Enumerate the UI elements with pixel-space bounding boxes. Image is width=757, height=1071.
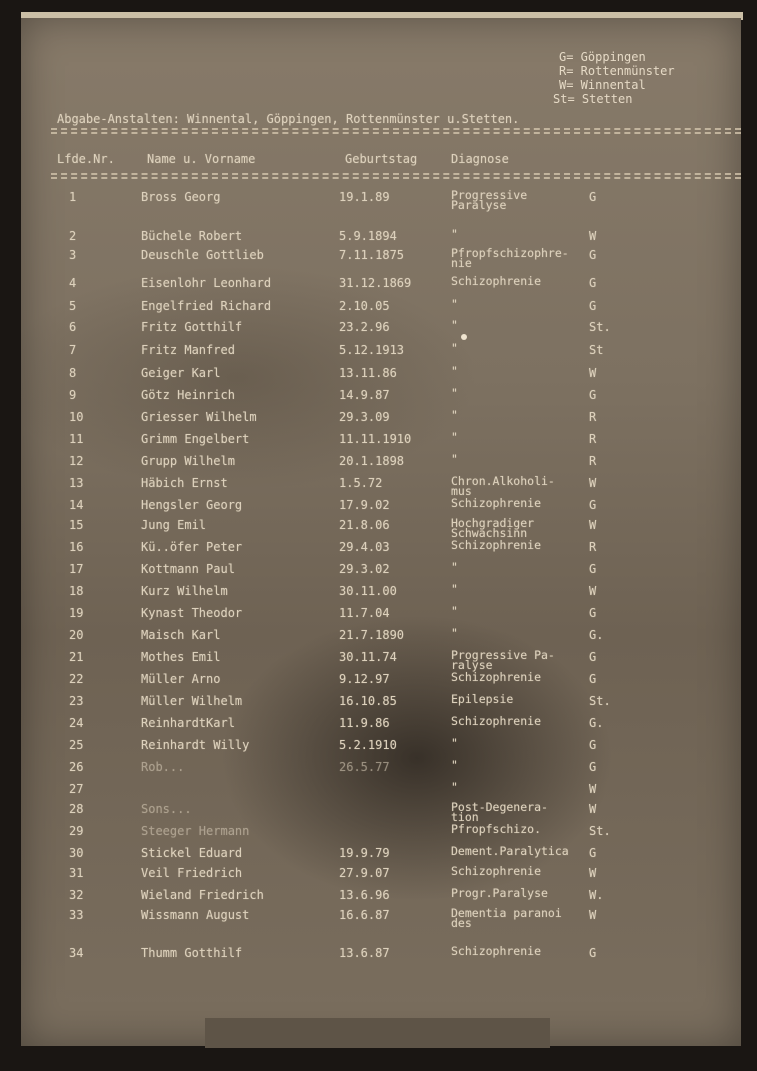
row-number: 13	[69, 476, 84, 490]
row-birthdate: 21.8.06	[339, 518, 390, 532]
row-institution: W	[589, 229, 597, 243]
row-number: 30	[69, 846, 84, 860]
table-row	[21, 562, 741, 578]
table-row	[21, 866, 741, 882]
table-row	[21, 846, 741, 862]
legend-stetten: St= Stetten	[553, 92, 633, 106]
row-diagnosis: "	[451, 386, 458, 400]
row-birthdate: 17.9.02	[339, 498, 390, 512]
row-institution: W	[589, 518, 597, 532]
row-birthdate: 11.11.1910	[339, 432, 412, 446]
row-institution: W	[589, 782, 597, 796]
row-institution: G	[589, 299, 597, 313]
row-number: 20	[69, 628, 84, 642]
row-birthdate: 29.3.09	[339, 410, 390, 424]
table-row	[21, 800, 741, 824]
row-name: Bross Georg	[141, 190, 221, 204]
row-diagnosis: Schizophrenie	[451, 944, 542, 958]
row-institution: G.	[589, 628, 604, 642]
row-name: Wissmann August	[141, 908, 250, 922]
row-birthdate: 20.1.1898	[339, 454, 405, 468]
row-institution: G	[589, 562, 597, 576]
col-header-name: Name u. Vorname	[147, 152, 256, 166]
document-page	[21, 18, 741, 1046]
row-birthdate: 13.11.86	[339, 366, 397, 380]
row-birthdate: 2.10.05	[339, 299, 390, 313]
row-institution: W.	[589, 888, 604, 902]
row-name: Rob...	[141, 760, 185, 774]
row-name: Steeger Hermann	[141, 824, 250, 838]
table-row	[21, 782, 741, 798]
row-number: 24	[69, 716, 84, 730]
col-header-date: Geburtstag	[345, 152, 418, 166]
row-institution: W	[589, 584, 597, 598]
divider	[51, 173, 741, 175]
row-diagnosis: "	[451, 452, 458, 466]
table-row	[21, 388, 741, 404]
row-number: 11	[69, 432, 84, 446]
table-row	[21, 343, 741, 359]
row-number: 25	[69, 738, 84, 752]
table-row	[21, 628, 741, 644]
row-diagnosis: Progr.Paralyse	[451, 886, 548, 900]
table-row	[21, 672, 741, 688]
row-name: Sons...	[141, 802, 192, 816]
row-institution: G	[589, 946, 597, 960]
ink-dot	[461, 334, 467, 340]
divider	[51, 177, 741, 179]
row-birthdate: 29.4.03	[339, 540, 390, 554]
row-diagnosis: Schizophrenie	[451, 538, 542, 552]
row-number: 26	[69, 760, 84, 774]
row-institution: St	[589, 343, 604, 357]
row-birthdate: 13.6.87	[339, 946, 390, 960]
col-header-diagnosis: Diagnose	[451, 152, 509, 166]
row-institution: G	[589, 846, 597, 860]
table-row	[21, 498, 741, 514]
row-name: Fritz Manfred	[141, 343, 235, 357]
row-number: 10	[69, 410, 84, 424]
row-birthdate: 27.9.07	[339, 866, 390, 880]
row-diagnosis: Pfropfschizo.	[451, 822, 542, 836]
table-row	[21, 540, 741, 556]
row-number: 28	[69, 802, 84, 816]
row-birthdate: 7.11.1875	[339, 248, 405, 262]
row-number: 4	[69, 276, 77, 290]
row-birthdate: 16.10.85	[339, 694, 397, 708]
row-diagnosis: Schizophrenie	[451, 274, 542, 288]
row-number: 27	[69, 782, 84, 796]
table-row	[21, 410, 741, 426]
row-diagnosis: Epilepsie	[451, 692, 514, 706]
row-name: Grupp Wilhelm	[141, 454, 235, 468]
header-line: Abgabe-Anstalten: Winnental, Göppingen, Rottenmünster u.Stetten.	[57, 112, 520, 126]
row-diagnosis: Schizophrenie	[451, 714, 542, 728]
table-row	[21, 299, 741, 315]
row-name: Mothes Emil	[141, 650, 221, 664]
row-name: Maisch Karl	[141, 628, 221, 642]
row-birthdate: 5.9.1894	[339, 229, 397, 243]
row-institution: W	[589, 366, 597, 380]
row-name: Reinhardt Willy	[141, 738, 250, 752]
row-number: 34	[69, 946, 84, 960]
row-birthdate: 14.9.87	[339, 388, 390, 402]
row-number: 12	[69, 454, 84, 468]
paper-bottom-strip	[205, 1018, 550, 1048]
col-header-nr: Lfde.Nr.	[57, 152, 115, 166]
row-birthdate: 5.12.1913	[339, 343, 405, 357]
row-name: Hengsler Georg	[141, 498, 243, 512]
row-diagnosis: Pfropfschizophre- nie	[451, 246, 569, 270]
table-row	[21, 246, 741, 270]
row-birthdate: 11.7.04	[339, 606, 390, 620]
table-row	[21, 606, 741, 622]
row-birthdate: 19.1.89	[339, 190, 390, 204]
legend-rottenmuenster: R= Rottenmünster	[559, 64, 675, 78]
table-row	[21, 276, 741, 292]
table-row	[21, 454, 741, 470]
row-diagnosis: Schizophrenie	[451, 864, 542, 878]
row-diagnosis: Progressive Paralyse	[451, 188, 528, 212]
row-diagnosis: "	[451, 341, 458, 355]
row-diagnosis: "	[451, 582, 458, 596]
table-row	[21, 906, 741, 930]
row-birthdate: 11.9.86	[339, 716, 390, 730]
row-institution: W	[589, 802, 597, 816]
table-row	[21, 716, 741, 732]
table-row	[21, 824, 741, 840]
table-row	[21, 229, 741, 245]
row-name: Götz Heinrich	[141, 388, 235, 402]
row-institution: W	[589, 866, 597, 880]
row-name: Büchele Robert	[141, 229, 243, 243]
row-diagnosis: Dement.Paralytica	[451, 844, 569, 858]
row-birthdate: 26.5.77	[339, 760, 390, 774]
row-number: 18	[69, 584, 84, 598]
row-birthdate: 19.9.79	[339, 846, 390, 860]
row-institution: R	[589, 540, 597, 554]
row-number: 7	[69, 343, 77, 357]
row-diagnosis: Hochgradiger Schwachsinn	[451, 516, 535, 540]
row-name: Müller Wilhelm	[141, 694, 243, 708]
row-institution: G	[589, 650, 597, 664]
row-institution: W	[589, 476, 597, 490]
row-number: 3	[69, 248, 77, 262]
row-birthdate: 29.3.02	[339, 562, 390, 576]
table-row	[21, 188, 741, 212]
row-number: 1	[69, 190, 77, 204]
row-institution: G	[589, 248, 597, 262]
row-name: Wieland Friedrich	[141, 888, 264, 902]
table-row	[21, 760, 741, 776]
table-row	[21, 516, 741, 540]
row-institution: R	[589, 454, 597, 468]
row-diagnosis: Progressive Pa- ralyse	[451, 648, 555, 672]
row-diagnosis: "	[451, 758, 458, 772]
row-birthdate: 13.6.96	[339, 888, 390, 902]
table-row	[21, 648, 741, 672]
row-diagnosis: "	[451, 560, 458, 574]
row-name: Stickel Eduard	[141, 846, 243, 860]
row-name: Griesser Wilhelm	[141, 410, 257, 424]
row-diagnosis: "	[451, 227, 458, 241]
row-birthdate: 1.5.72	[339, 476, 383, 490]
row-name: Jung Emil	[141, 518, 207, 532]
row-diagnosis: "	[451, 408, 458, 422]
row-number: 29	[69, 824, 84, 838]
row-birthdate: 5.2.1910	[339, 738, 397, 752]
row-name: Kurz Wilhelm	[141, 584, 228, 598]
row-number: 22	[69, 672, 84, 686]
row-diagnosis: "	[451, 297, 458, 311]
table-row	[21, 738, 741, 754]
legend-winnental: W= Winnental	[559, 78, 646, 92]
row-name: Veil Friedrich	[141, 866, 243, 880]
row-institution: W	[589, 908, 597, 922]
table-row	[21, 432, 741, 448]
row-diagnosis: "	[451, 736, 458, 750]
row-diagnosis: "	[451, 626, 458, 640]
table-row	[21, 946, 741, 962]
row-name: Deuschle Gottlieb	[141, 248, 264, 262]
row-number: 33	[69, 908, 84, 922]
row-name: ReinhardtKarl	[141, 716, 235, 730]
row-birthdate: 23.2.96	[339, 320, 390, 334]
row-institution: G	[589, 760, 597, 774]
row-diagnosis: "	[451, 430, 458, 444]
table-row	[21, 474, 741, 498]
row-number: 8	[69, 366, 77, 380]
row-name: Eisenlohr Leonhard	[141, 276, 272, 290]
row-institution: G	[589, 276, 597, 290]
row-name: Thumm Gotthilf	[141, 946, 243, 960]
row-name: Engelfried Richard	[141, 299, 272, 313]
row-number: 31	[69, 866, 84, 880]
row-diagnosis: Dementia paranoi des	[451, 906, 562, 930]
row-institution: G	[589, 190, 597, 204]
row-birthdate: 9.12.97	[339, 672, 390, 686]
divider	[51, 132, 741, 134]
row-name: Fritz Gotthilf	[141, 320, 243, 334]
row-number: 19	[69, 606, 84, 620]
row-birthdate: 30.11.74	[339, 650, 397, 664]
row-birthdate: 30.11.00	[339, 584, 397, 598]
row-diagnosis: "	[451, 604, 458, 618]
row-number: 32	[69, 888, 84, 902]
row-diagnosis: Schizophrenie	[451, 670, 542, 684]
divider	[51, 128, 741, 130]
row-birthdate: 31.12.1869	[339, 276, 412, 290]
row-institution: G.	[589, 716, 604, 730]
row-number: 23	[69, 694, 84, 708]
row-diagnosis: "	[451, 318, 458, 332]
row-institution: G	[589, 672, 597, 686]
row-diagnosis: "	[451, 780, 458, 794]
row-institution: St.	[589, 824, 611, 838]
table-row	[21, 584, 741, 600]
row-name: Geiger Karl	[141, 366, 221, 380]
row-number: 6	[69, 320, 77, 334]
row-number: 2	[69, 229, 77, 243]
row-diagnosis: Post-Degenera- tion	[451, 800, 548, 824]
row-diagnosis: Schizophrenie	[451, 496, 542, 510]
row-name: Kü..öfer Peter	[141, 540, 243, 554]
table-row	[21, 366, 741, 382]
row-number: 14	[69, 498, 84, 512]
row-institution: G	[589, 388, 597, 402]
row-institution: R	[589, 432, 597, 446]
row-number: 21	[69, 650, 84, 664]
row-name: Kottmann Paul	[141, 562, 235, 576]
row-diagnosis: "	[451, 364, 458, 378]
row-number: 15	[69, 518, 84, 532]
row-institution: G	[589, 738, 597, 752]
row-institution: G	[589, 498, 597, 512]
table-row	[21, 694, 741, 710]
row-diagnosis: Chron.Alkoholi- mus	[451, 474, 555, 498]
table-row	[21, 320, 741, 336]
row-name: Kynast Theodor	[141, 606, 243, 620]
row-name: Müller Arno	[141, 672, 221, 686]
row-name: Häbich Ernst	[141, 476, 228, 490]
row-institution: G	[589, 606, 597, 620]
legend-goeppingen: G= Göppingen	[559, 50, 646, 64]
row-institution: R	[589, 410, 597, 424]
row-institution: St.	[589, 694, 611, 708]
row-number: 17	[69, 562, 84, 576]
row-institution: St.	[589, 320, 611, 334]
row-birthdate: 16.6.87	[339, 908, 390, 922]
row-number: 16	[69, 540, 84, 554]
row-birthdate: 21.7.1890	[339, 628, 405, 642]
row-number: 9	[69, 388, 77, 402]
row-name: Grimm Engelbert	[141, 432, 250, 446]
row-number: 5	[69, 299, 77, 313]
table-row	[21, 888, 741, 904]
